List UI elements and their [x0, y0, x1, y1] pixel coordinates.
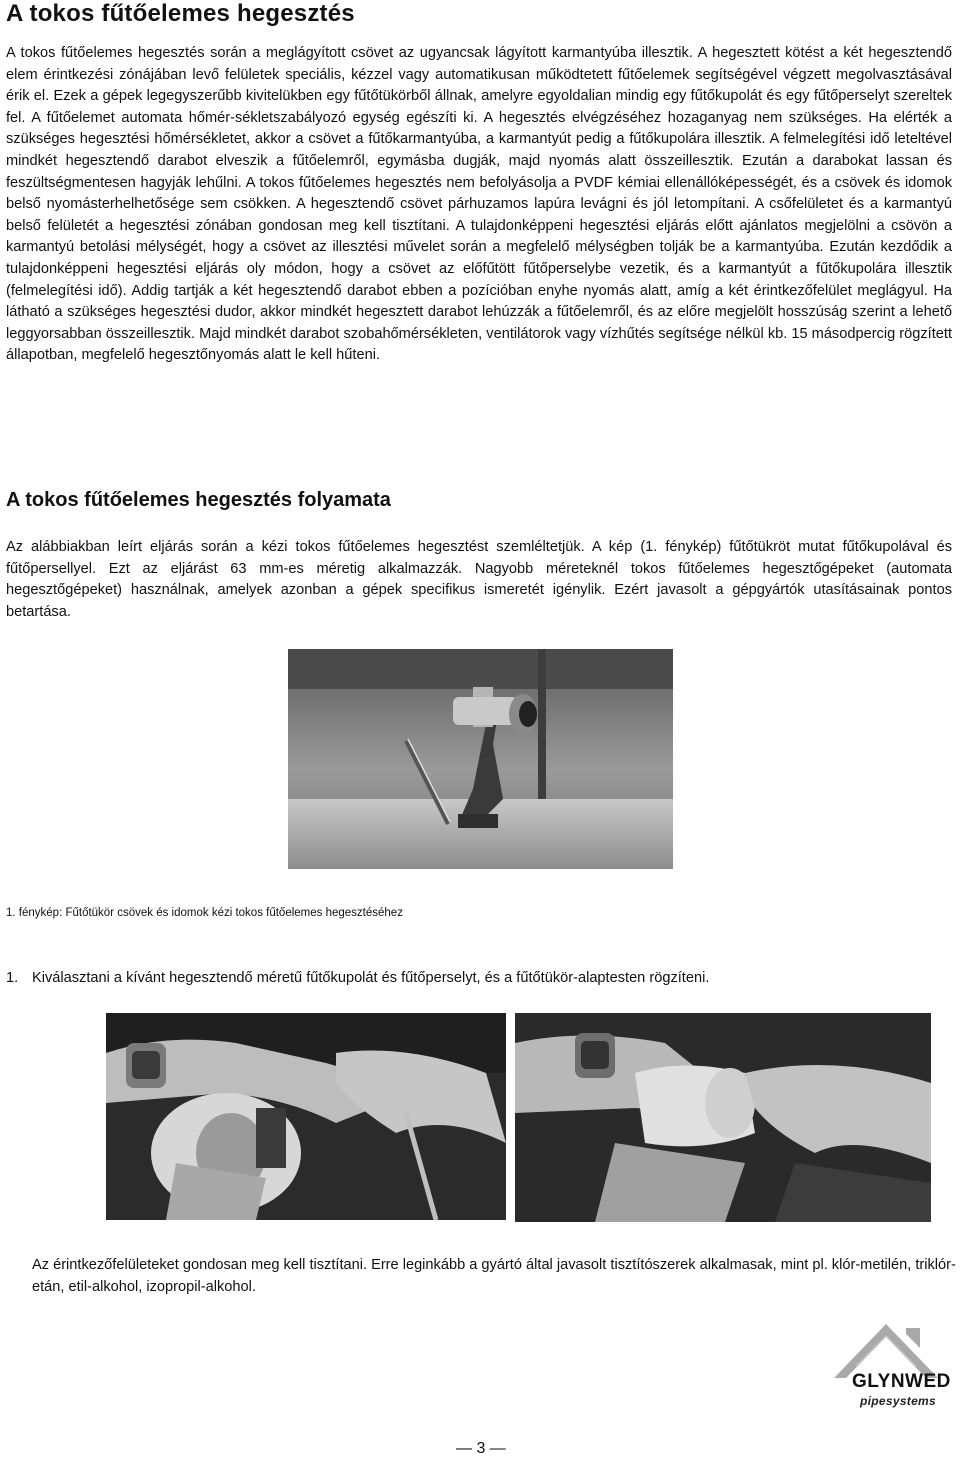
section-title: A tokos fűtőelemes hegesztés folyamata — [6, 489, 391, 511]
logo-word: GLYNWED — [852, 1371, 951, 1392]
photo-caption: 1. fénykép: Fűtőtükör csövek és idomok kézi tokos fűtőelemes hegesztéséhez — [6, 907, 403, 919]
hands-pipe-illustration — [515, 1013, 931, 1222]
glynwed-logo — [826, 1318, 952, 1418]
step-text: Kiválasztani a kívánt hegesztendő méretű fűtőkupolát és fűtőperselyt, és a fűtőtükör-alaptesten rögzíteni. — [32, 970, 710, 986]
page-title: A tokos fűtőelemes hegesztés — [6, 0, 355, 27]
step-text: Az érintkezőfelületeket gondosan meg kell tisztítani. Erre leginkább a gyártó által javasolt tisztítószerek alkalmasak, mint pl. klór-metilén, triklór-etán, etil-alkohol, izopropil-alkohol. — [32, 1257, 956, 1295]
page-number: — 3 — — [456, 1440, 506, 1457]
step-1 — [6, 968, 709, 990]
step-2 — [6, 1255, 960, 1298]
section-paragraph: Az alábbiakban leírt eljárás során a kézi tokos fűtőelemes hegesztést szemléltetjük. A kép (1. fénykép) fűtőtükröt mutat fűtőkupolával és fűtőpersellyel. Ezt az eljárást 63 mm-es méretig alkalmazzák. Nagyobb méreteknél tokos fűtőelemes hegesztőgépeket (automata hegesztőgépeket) használnak, amelyek azonban a gépek specifikus ismeretét igénylik. Ezért javasolt a gépgyártók utasításainak pontos betartása. — [6, 539, 952, 620]
step-number — [6, 1255, 32, 1277]
heating-mirror-illustration — [288, 649, 673, 869]
photo-hands-fitting — [106, 1013, 506, 1220]
logo-subtitle: pipesystems — [860, 1394, 937, 1408]
hands-fitting-illustration — [106, 1013, 506, 1220]
photo-hands-pipe — [515, 1013, 931, 1222]
step-number: 1. — [6, 970, 19, 986]
photo-heating-mirror — [288, 649, 673, 869]
intro-paragraph: A tokos fűtőelemes hegesztés során a meglágyított csövet az ugyancsak lágyított karmantyúba illesztik. A hegesztett kötést a két hegesztendő elem érintkezési zónájában levő felületek speciális, kézzel vagy automatikusan működtetett fűtőelemek segítségével végzett megolvasztásával érik el. Ezek a gépek legegyszerűbb kivitelükben egy fűtőtükörből állnak, amelyre egyoldalian mindig egy fűtőkupolát és egy fűtőperselyt szereltek fel. A fűtőelemet automata hőmér-sékletszabályozó egység egészíti ki. A hegesztés elvégzéséhez hozaganyag nem szükséges. Ha elérték a szükséges hegesztési hőmérsékletet, akkor a csövet a fűtőkarmantyúba, a karmantyút pedig a fűtőkupolára illesztik. A felmelegítési idő leteltével mindkét hegesztendő darabot elveszik a fűtőelemről, egymásba dugják, majd nyomás alatt összeillesztik. Ezután a darabokat lassan és feszültségmentesen hagyják lehűlni. A tokos fűtőelemes hegesztés nem befolyásolja a PVDF kémiai ellenállóképességét, és a csövek és idomok belső nyomásterhelhetősége sem csökken. A hegesztendő csövet párhuzamos lapúra levágni és jól letompítani. A csőfelületet és a karmantyú belső felületét a hegesztési zónában gondosan meg kell tisztítani. A tulajdonképpeni hegesztési eljárás előtt ajánlatos megjelölni a csövön a karmantyú betolási mélységét, hogy a csövet az illesztési művelet során a megfelelő mélységben tolják be a karmantyúba. Ezután kezdődik a tulajdonképpeni hegesztési eljárás oly módon, hogy a csövet az előfűtött fűtőperselybe vezetik, és a karmantyút a fűtőkupolára illesztik (felmelegítési idő). Addig tartják a két hegesztendő darabot ebben a pozícióban enyhe nyomás alatt, amíg a két érintkezőfelület meglágyul. Ha látható a szükséges hegesztési dudor, akkor mindkét hegesztett darabot lehúzzák a fűtőelemről, és az előre megjelölt hosszúság szerint a lehető leggyorsabban összeillesztik. Majd mindkét darabot szobahőmérsékleten, ventilátorok vagy vízhűtés segítsége nélkül kb. 15 másodpercig rögzített állapotban, megfelelő hegesztőnyomás alatt le kell hűteni. — [6, 45, 952, 364]
